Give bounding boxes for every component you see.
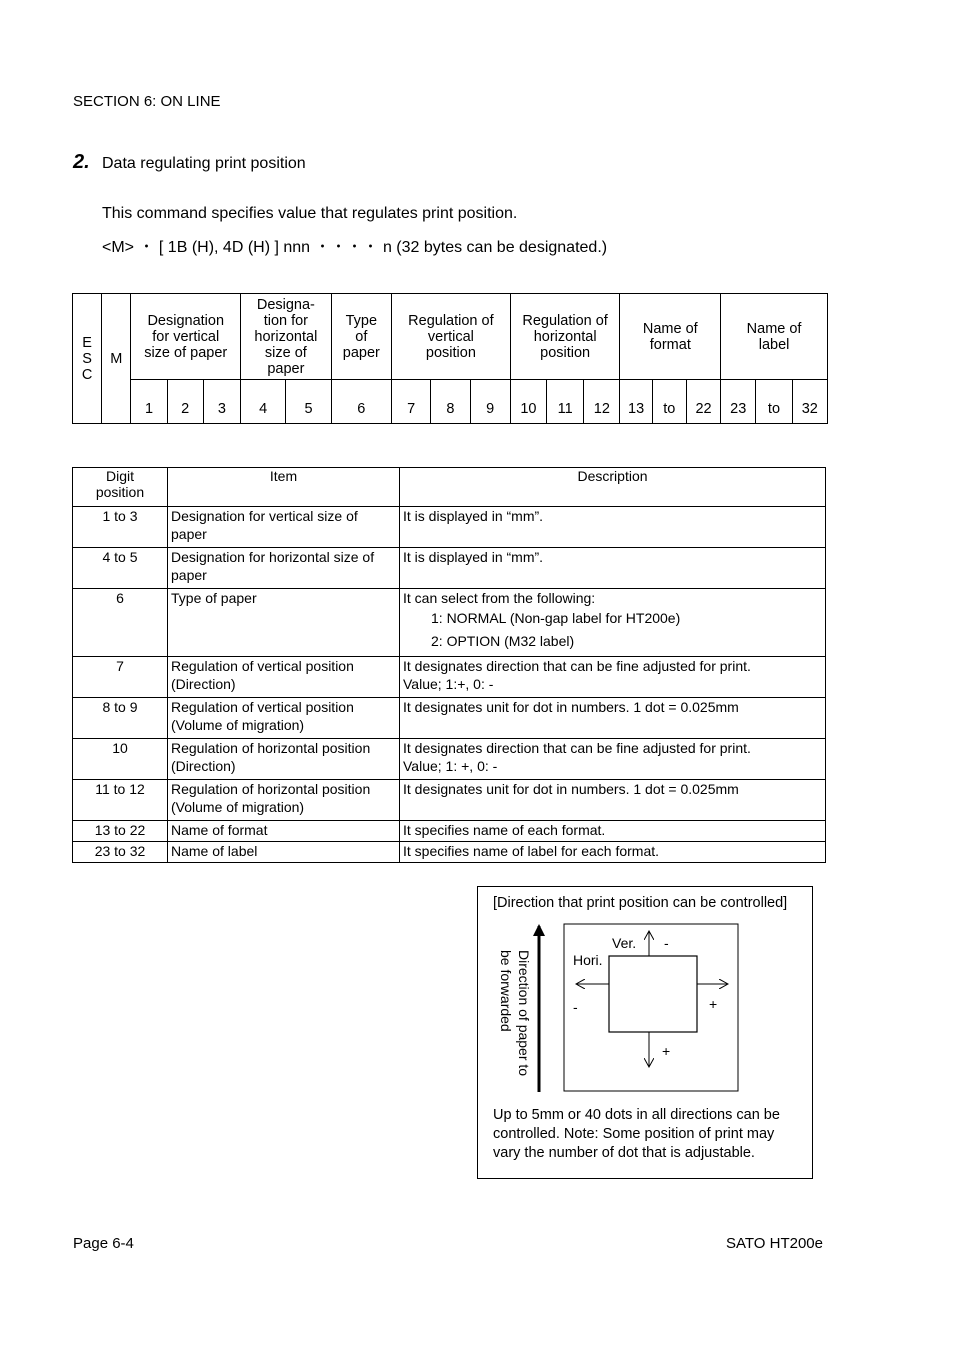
group-line: Regulation of: [522, 312, 608, 329]
direction-title: [Direction that print position can be controlled]: [493, 895, 788, 911]
group-line: paper: [342, 344, 380, 361]
group-line: for vertical: [152, 328, 220, 345]
esc-letter: C: [81, 366, 93, 383]
group-name-of-label: [721, 294, 828, 380]
item-cell: Name of label: [168, 842, 400, 863]
table-row: [73, 821, 826, 842]
hori-label: Hori.: [573, 952, 603, 968]
table-row: [73, 739, 826, 780]
item-title: Data regulating print position: [102, 155, 306, 172]
table-row: [73, 507, 826, 548]
desc-cell: [400, 589, 826, 657]
item-line: Regulation of vertical position: [171, 658, 354, 674]
byte-number: 11: [547, 380, 584, 424]
group-vertical-size: [131, 294, 241, 380]
intro-text: This command specifies value that regulates print position.: [102, 205, 518, 222]
item-line: Designation for horizontal size of: [171, 549, 375, 565]
table-row: [73, 548, 826, 589]
group-name-of-format: [620, 294, 721, 380]
digit-cell: 10: [73, 739, 168, 780]
option-line: 1: NORMAL (Non-gap label for HT200e): [431, 610, 681, 626]
hori-plus-label: +: [709, 996, 718, 1012]
item-cell: [168, 548, 400, 589]
byte-number: 9: [470, 380, 510, 424]
item-line: Designation for vertical size of: [171, 508, 358, 524]
desc-cell: It specifies name of label for each format.: [400, 842, 826, 863]
header-description: Description: [400, 468, 826, 507]
desc-cell: It specifies name of each format.: [400, 821, 826, 842]
group-line: position: [425, 344, 476, 361]
item-cell: [168, 739, 400, 780]
item-line: (Direction): [171, 676, 236, 692]
group-vertical-position: [392, 294, 511, 380]
digit-cell: 4 to 5: [73, 548, 168, 589]
byte-number: 1: [131, 380, 167, 424]
item-number: 2.: [73, 151, 90, 173]
digit-cell: 23 to 32: [73, 842, 168, 863]
table-row: [73, 589, 826, 657]
section-header: SECTION 6: ON LINE: [73, 93, 221, 110]
desc-line: It can select from the following:: [403, 590, 596, 606]
item-cell: Type of paper: [168, 589, 400, 657]
m-cell: M: [102, 294, 131, 424]
item-cell: Name of format: [168, 821, 400, 842]
byte-number: 13: [620, 380, 652, 424]
group-line: Designa-: [256, 296, 315, 313]
hori-minus-label: -: [573, 999, 578, 1015]
ver-label: Ver.: [612, 935, 637, 951]
item-line: (Volume of migration): [171, 717, 305, 733]
group-line: horizontal: [533, 328, 597, 345]
page-number: Page 6-4: [73, 1235, 134, 1252]
byte-layout-table: [72, 293, 828, 424]
table-row: [73, 698, 826, 739]
direction-note: Up to 5mm or 40 dots in all directions can be controlled. Note: Some position of print may vary the number of dot that is adjustable.: [493, 1107, 780, 1161]
esc-cell: [73, 294, 102, 424]
header-item: Item: [168, 468, 400, 507]
ver-plus-label: +: [662, 1043, 671, 1059]
byte-number: 7: [392, 380, 431, 424]
group-type-of-paper: [331, 294, 391, 380]
group-line: Regulation of: [408, 312, 494, 329]
byte-number: 3: [203, 380, 240, 424]
item-line: (Direction): [171, 758, 236, 774]
paper-feed-arrowhead: [533, 924, 545, 936]
desc-cell: It is displayed in “mm”.: [400, 507, 826, 548]
digit-cell: 8 to 9: [73, 698, 168, 739]
byte-number: 22: [686, 380, 720, 424]
byte-number: 5: [286, 380, 331, 424]
desc-line: It designates direction that can be fine adjusted for print.: [403, 658, 751, 674]
item-line: Regulation of horizontal position: [171, 740, 371, 756]
paper-direction-label: be forwarded: [498, 950, 514, 1032]
digit-cell: 11 to 12: [73, 780, 168, 821]
item-line: Regulation of vertical position: [171, 699, 354, 715]
command-syntax: <M> ・ [ 1B (H), 4D (H) ] nnn ・・・・ n (32 bytes can be designated.): [102, 239, 608, 256]
desc-cell: [400, 657, 826, 698]
esc-letter: E: [82, 334, 92, 351]
desc-cell: It designates unit for dot in numbers. 1 dot = 0.025mm: [400, 780, 826, 821]
group-line: paper: [267, 360, 305, 377]
group-line: tion for: [263, 312, 309, 329]
header-line: Digit: [105, 468, 134, 484]
byte-number: 12: [584, 380, 620, 424]
digit-cell: 13 to 22: [73, 821, 168, 842]
group-line: Name of: [746, 320, 802, 337]
group-line: size of: [264, 344, 307, 361]
description-table: [72, 467, 826, 863]
desc-cell: It designates unit for dot in numbers. 1 dot = 0.025mm: [400, 698, 826, 739]
item-line: paper: [171, 526, 207, 542]
paper-direction-label: Direction of paper to: [516, 950, 532, 1077]
header-line: position: [95, 484, 145, 500]
group-line: Designation: [147, 312, 225, 329]
digit-cell: 6: [73, 589, 168, 657]
byte-number: 32: [792, 380, 827, 424]
desc-line: Value; 1:+, 0: -: [403, 676, 494, 692]
esc-letter: S: [82, 350, 92, 367]
byte-number: 10: [510, 380, 546, 424]
digit-cell: 1 to 3: [73, 507, 168, 548]
byte-number: to: [756, 380, 792, 424]
group-line: Name of: [642, 320, 698, 337]
group-line: of: [355, 328, 368, 345]
header-digit-position: [73, 468, 168, 507]
byte-number: to: [652, 380, 686, 424]
byte-number: 4: [241, 380, 286, 424]
ver-minus-label: -: [664, 935, 669, 951]
group-horizontal-size: [241, 294, 332, 380]
group-horizontal-position: [510, 294, 620, 380]
byte-number: 23: [721, 380, 756, 424]
desc-line: It designates direction that can be fine adjusted for print.: [403, 740, 751, 756]
item-cell: [168, 780, 400, 821]
item-cell: [168, 657, 400, 698]
option-line: 2: OPTION (M32 label): [431, 633, 575, 649]
table-row: [73, 780, 826, 821]
group-line: label: [758, 336, 790, 353]
item-cell: [168, 507, 400, 548]
print-area-square: [609, 956, 697, 1032]
table-row: [73, 657, 826, 698]
byte-number: 2: [167, 380, 203, 424]
item-line: paper: [171, 567, 207, 583]
desc-cell: It is displayed in “mm”.: [400, 548, 826, 589]
item-cell: [168, 698, 400, 739]
desc-line: Value; 1: +, 0: -: [403, 758, 498, 774]
desc-cell: [400, 739, 826, 780]
byte-number: 6: [331, 380, 391, 424]
table-row: [73, 842, 826, 863]
group-line: format: [649, 336, 691, 353]
digit-cell: 7: [73, 657, 168, 698]
item-line: (Volume of migration): [171, 799, 305, 815]
item-line: Regulation of horizontal position: [171, 781, 371, 797]
byte-number: 8: [431, 380, 470, 424]
group-line: Type: [345, 312, 378, 329]
group-line: vertical: [427, 328, 474, 345]
group-line: position: [540, 344, 591, 361]
group-line: size of paper: [144, 344, 228, 361]
product-name: SATO HT200e: [726, 1235, 823, 1252]
group-line: horizontal: [254, 328, 318, 345]
